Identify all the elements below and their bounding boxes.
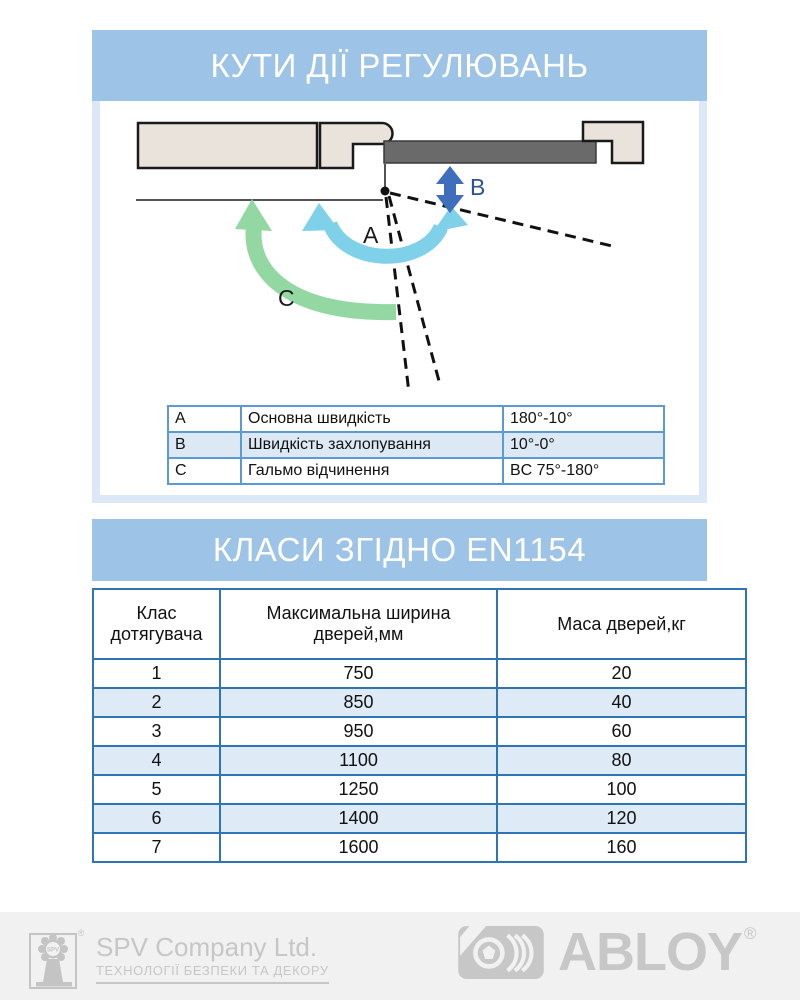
cell-class: 3 <box>93 717 220 746</box>
door-leaf-closed <box>384 141 596 163</box>
cell-class: 7 <box>93 833 220 862</box>
legend-key: A <box>168 406 241 432</box>
cell-class: 1 <box>93 659 220 688</box>
spv-tagline: ТЕХНОЛОГІЇ БЕЗПЕКИ ТА ДЕКОРУ <box>96 961 329 984</box>
table-row <box>93 717 746 746</box>
section-adjustment-angles <box>92 30 707 503</box>
cell-width: 750 <box>220 659 497 688</box>
table-row <box>93 775 746 804</box>
abloy-lock-icon <box>458 926 544 979</box>
cell-mass: 40 <box>497 688 746 717</box>
cell-class: 5 <box>93 775 220 804</box>
column-header-class: Клас дотягувача <box>93 589 220 659</box>
abloy-logo <box>458 922 757 982</box>
cell-width: 1250 <box>220 775 497 804</box>
legend-key: B <box>168 432 241 458</box>
door-position-85deg-dashed-line <box>386 197 409 393</box>
cell-width: 850 <box>220 688 497 717</box>
cell-class: 4 <box>93 746 220 775</box>
spv-trophy-shape <box>43 959 63 982</box>
table-row <box>93 833 746 862</box>
wall-left <box>138 123 317 168</box>
section1-title: КУТИ ДІЇ РЕГУЛЮВАНЬ <box>92 30 707 101</box>
abloy-wordmark: ABLOY <box>558 922 742 982</box>
table-row <box>168 432 664 458</box>
legend-value: 180°-10° <box>503 406 664 432</box>
abloy-registered-mark: ® <box>744 924 757 943</box>
table-row <box>168 406 664 432</box>
section2-title: КЛАСИ ЗГІДНО EN1154 <box>92 519 707 581</box>
spv-logo <box>28 924 329 990</box>
table-header-row <box>93 589 746 659</box>
legend-desc: Швидкість захлопування <box>241 432 503 458</box>
cell-class: 6 <box>93 804 220 833</box>
spv-badge-icon <box>28 924 86 990</box>
cell-mass: 120 <box>497 804 746 833</box>
hinge-point <box>381 187 390 196</box>
diagram-label-b: B <box>470 174 486 200</box>
table-row <box>93 659 746 688</box>
legend-value: BC 75°-180° <box>503 458 664 484</box>
footer <box>0 912 800 1000</box>
door-top-view-diagram <box>100 101 699 401</box>
cell-mass: 160 <box>497 833 746 862</box>
legend-desc: Основна швидкість <box>241 406 503 432</box>
table-row <box>93 688 746 717</box>
column-header-width: Максимальна ширина дверей,мм <box>220 589 497 659</box>
arrow-b-latching-speed <box>436 166 464 213</box>
column-header-mass: Маса дверей,кг <box>497 589 746 659</box>
section-en1154-classes <box>92 519 707 581</box>
legend-value: 10°-0° <box>503 432 664 458</box>
table-row <box>93 804 746 833</box>
cell-width: 1400 <box>220 804 497 833</box>
legend-key: C <box>168 458 241 484</box>
arrow-a-left-arrowhead <box>302 203 339 231</box>
cell-width: 950 <box>220 717 497 746</box>
spv-badge-text: SPV <box>46 947 60 954</box>
spv-text-block <box>96 934 329 984</box>
door-diagram-area <box>92 101 707 503</box>
arrow-a-main-speed-arc <box>330 224 441 256</box>
diagram-label-a: A <box>363 222 379 248</box>
legend-table <box>167 405 665 485</box>
spv-registered-mark: ® <box>77 928 85 938</box>
cell-width: 1100 <box>220 746 497 775</box>
legend-desc: Гальмо відчинення <box>241 458 503 484</box>
cell-mass: 80 <box>497 746 746 775</box>
cell-width: 1600 <box>220 833 497 862</box>
diagram-label-c: C <box>278 285 295 311</box>
en1154-classes-table <box>92 588 747 863</box>
door-jamb-left <box>320 123 393 168</box>
table-row <box>168 458 664 484</box>
cell-mass: 100 <box>497 775 746 804</box>
cell-class: 2 <box>93 688 220 717</box>
table-row <box>93 746 746 775</box>
spv-company-name: SPV Company Ltd. <box>96 932 318 962</box>
arrow-c-arrowhead <box>235 199 272 231</box>
cell-mass: 60 <box>497 717 746 746</box>
cell-mass: 20 <box>497 659 746 688</box>
